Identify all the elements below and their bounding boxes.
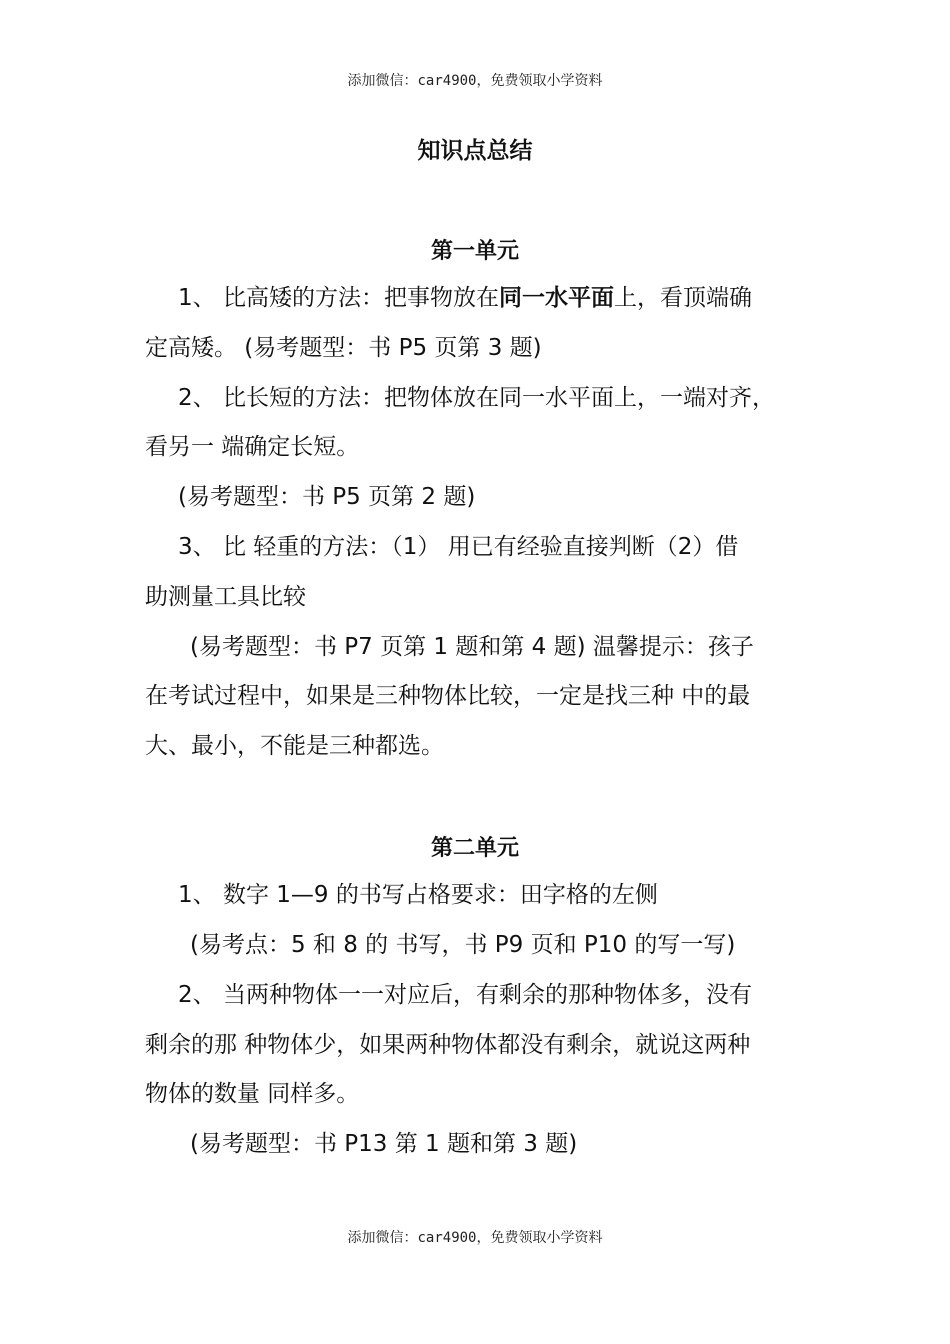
page-title: 知识点总结 bbox=[417, 138, 533, 164]
unit1-item3-line2: 助测量工具比较 bbox=[145, 584, 306, 610]
unit1-item3-line1: 3、 比 轻重的方法：（1） 用已有经验直接判断（2）借 bbox=[178, 534, 739, 560]
header-watermark: 添加微信：car4900，免费领取小学资料 bbox=[347, 73, 603, 89]
unit1-heading: 第一单元 bbox=[430, 239, 519, 264]
unit1-item2-line1: 2、 比长短的方法：把物体放在同一水平面上，一端对齐， bbox=[178, 385, 775, 411]
unit1-item1-bold: 同一水平面 bbox=[498, 285, 614, 311]
unit1-item1-text-b: 上，看顶端确 bbox=[613, 285, 752, 311]
unit2-item2-line1: 2、 当两种物体一一对应后，有剩余的那种物体多，没有 bbox=[178, 982, 752, 1008]
unit2-item2-line2: 剩余的那 种物体少，如果两种物体都没有剩余，就说这两种 bbox=[145, 1032, 751, 1058]
unit1-item2-note: (易考题型：书 P5 页第 2 题) bbox=[178, 484, 476, 510]
unit1-item3-line3: (易考题型：书 P7 页第 1 题和第 4 题) 温馨提示：孩子 bbox=[190, 634, 754, 660]
unit2-heading: 第二单元 bbox=[430, 836, 519, 861]
footer-watermark: 添加微信：car4900，免费领取小学资料 bbox=[347, 1230, 603, 1246]
unit2-item1-line1: 1、 数字 1—9 的书写占格要求：田字格的左侧 bbox=[178, 882, 658, 908]
unit2-item2-line3: 物体的数量 同样多。 bbox=[145, 1081, 360, 1107]
unit1-item1-line1 bbox=[178, 283, 858, 313]
unit1-item3-line4: 在考试过程中，如果是三种物体比较，一定是找三种 中的最 bbox=[145, 683, 751, 709]
unit1-item1-text-a: 1、 比高矮的方法：把事物放在 bbox=[178, 285, 499, 311]
unit1-item3-line5: 大、最小，不能是三种都选。 bbox=[145, 733, 444, 759]
unit1-item2-line2: 看另一 端确定长短。 bbox=[145, 434, 360, 460]
unit2-item2-note: (易考题型：书 P13 第 1 题和第 3 题) bbox=[190, 1131, 578, 1157]
unit1-item1-line2: 定高矮。 (易考题型：书 P5 页第 3 题) bbox=[145, 335, 542, 361]
unit2-item1-line2: (易考点：5 和 8 的 书写，书 P9 页和 P10 的写一写) bbox=[190, 932, 736, 958]
